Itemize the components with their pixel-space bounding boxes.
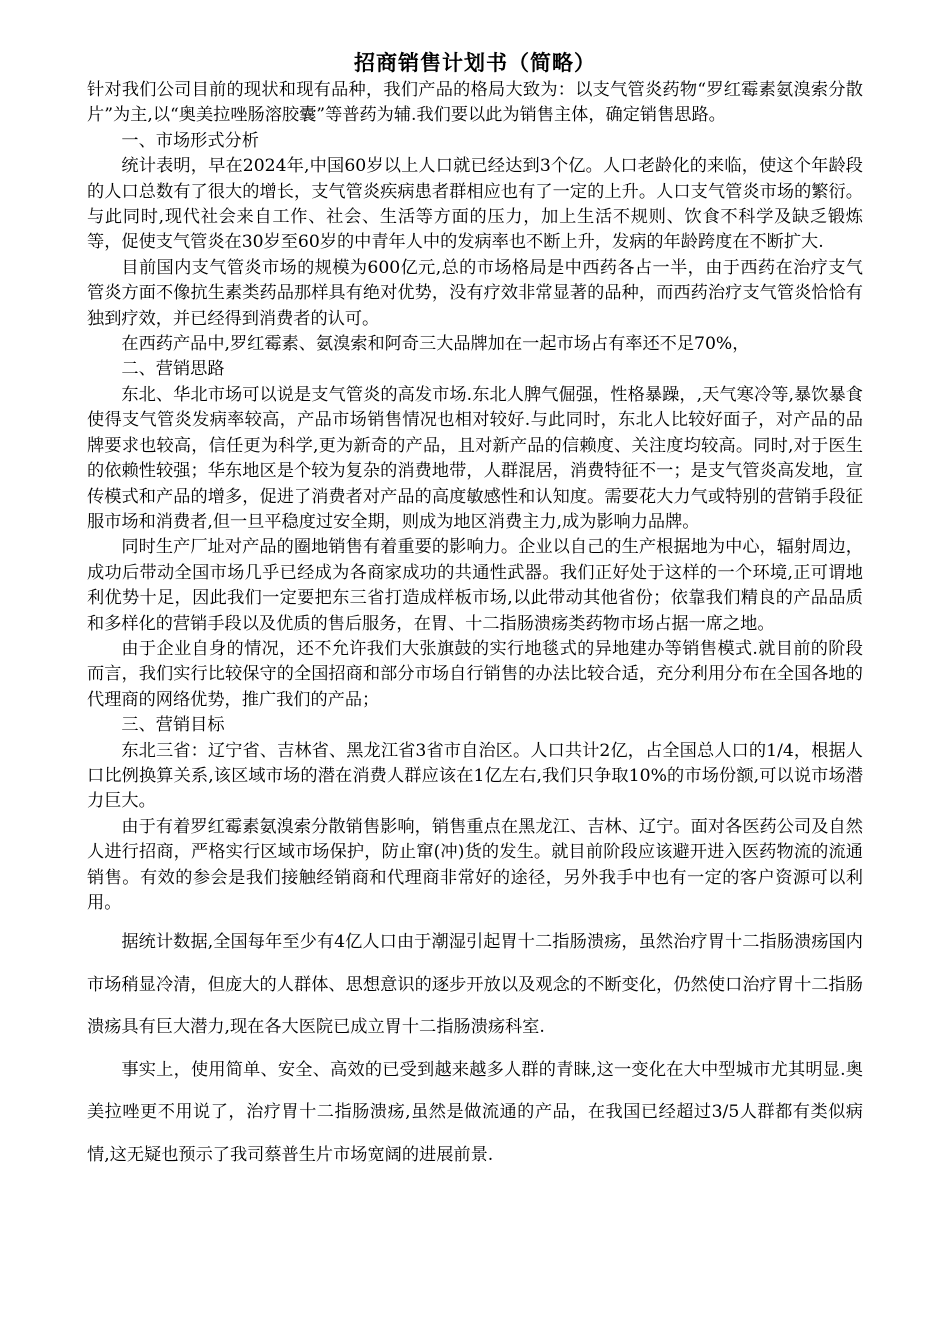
paragraph: 东北三省：辽宁省、吉林省、黑龙江省3省市自治区。人口共计2亿，占全国总人口的1/4，根据人口比例换算关系,该区域市场的潜在消费人群应该在1亿左右,我们只争取10%的市场份额,可以说市场潜力巨大。 [87,740,863,812]
paragraph: 据统计数据,全国每年至少有4亿人口由于潮湿引起胃十二指肠溃疡，虽然治疗胃十二指肠溃疡国内市场稍显冷清，但庞大的人群体、思想意识的逐步开放以及观念的不断变化，仍然使口治疗胃十二指肠溃疡具有巨大潜力,现在各大医院已成立胃十二指肠溃疡科室. [87,932,863,1038]
paragraph: 由于有着罗红霉素氨溴索分散销售影响，销售重点在黑龙江、吉林、辽宁。面对各医药公司及自然人进行招商，严格实行区域市场保护，防止窜(冲)货的发生。就目前阶段应该避开进入医药物流的流通销售。有效的参会是我们接触经销商和代理商非常好的途径，另外我手中也有一定的客户资源可以利用。 [87,816,863,913]
section-heading-marketing-goals: 三、营销目标 [121,715,225,736]
paragraph: 在西药产品中,罗红霉素、氨溴索和阿奇三大品牌加在一起市场占有率还不足70%， [121,334,750,355]
document-title: 招商销售计划书（简略） [354,50,596,75]
paragraph: 东北、华北市场可以说是支气管炎的高发市场.东北人脾气倔强，性格暴躁，,天气寒冷等,暴饮暴食使得支气管炎发病率较高，产品市场销售情况也相对较好.与此同时，东北人比较好面子，对产品的品牌要求也较高，信任更为科学,更为新奇的产品，且对新产品的信赖度、关注度均较高。同时,对于医生的依赖性较强；华东地区是个较为复杂的消费地带，人群混居，消费特征不一；是支气管炎高发地，宣传模式和产品的增多，促进了消费者对产品的高度敏感性和认知度。需要花大力气或特别的营销手段征服市场和消费者,但一旦平稳度过安全期，则成为地区消费主力,成为影响力品牌。 [87,384,863,532]
section-heading-marketing-approach: 二、营销思路 [121,359,225,380]
paragraph: 同时生产厂址对产品的圈地销售有着重要的影响力。企业以自己的生产根据地为中心，辐射周边，成功后带动全国市场几乎已经成为各商家成功的共通性武器。我们正好处于这样的一个环境,正可谓地利优势十足，因此我们一定要把东三省打造成样板市场,以此带动其他省份；依靠我们精良的产品品质和多样化的营销手段以及优质的售后服务，在胃、十二指肠溃疡类药物市场占据一席之地。 [87,537,863,634]
paragraph: 目前国内支气管炎市场的规模为600亿元,总的市场格局是中西药各占一半，由于西药在治疗支气管炎方面不像抗生素类药品那样具有绝对优势，没有疗效非常显著的品种，而西药治疗支气管炎恰恰有独到疗效，并已经得到消费者的认可。 [87,257,863,329]
paragraph: 由于企业自身的情况，还不允许我们大张旗鼓的实行地毯式的异地建办等销售模式.就目前的阶段而言，我们实行比较保守的全国招商和部分市场自行销售的办法比较合适，充分利用分布在全国各地的代理商的网络优势，推广我们的产品； [87,638,863,710]
paragraph: 事实上，使用简单、安全、高效的已受到越来越多人群的青睐,这一变化在大中型城市尤其明显.奥美拉唑更不用说了，治疗胃十二指肠溃疡,虽然是做流通的产品，在我国已经超过3/5人群都有类似病情,这无疑也预示了我司蔡普生片市场宽阔的进展前景. [87,1059,863,1165]
paragraph: 统计表明，早在2024年,中国60岁以上人口就已经达到3个亿。人口老龄化的来临，使这个年龄段的人口总数有了很大的增长，支气管炎疾病患者群相应也有了一定的上升。人口支气管炎市场的繁衍。与此同时,现代社会来自工作、社会、生活等方面的压力，加上生活不规则、饮食不科学及缺乏锻炼等，促使支气管炎在30岁至60岁的中青年人中的发病率也不断上升，发病的年龄跨度在不断扩大. [87,156,863,253]
intro-paragraph: 针对我们公司目前的现状和现有品种，我们产品的格局大致为：以支气管炎药物“罗红霉素氨溴索分散片”为主,以“奥美拉唑肠溶胶囊”等普药为辅.我们要以此为销售主体，确定销售思路。 [87,80,863,126]
document-page [87,48,863,1176]
section-heading-market-analysis: 一、市场形式分析 [121,130,259,151]
